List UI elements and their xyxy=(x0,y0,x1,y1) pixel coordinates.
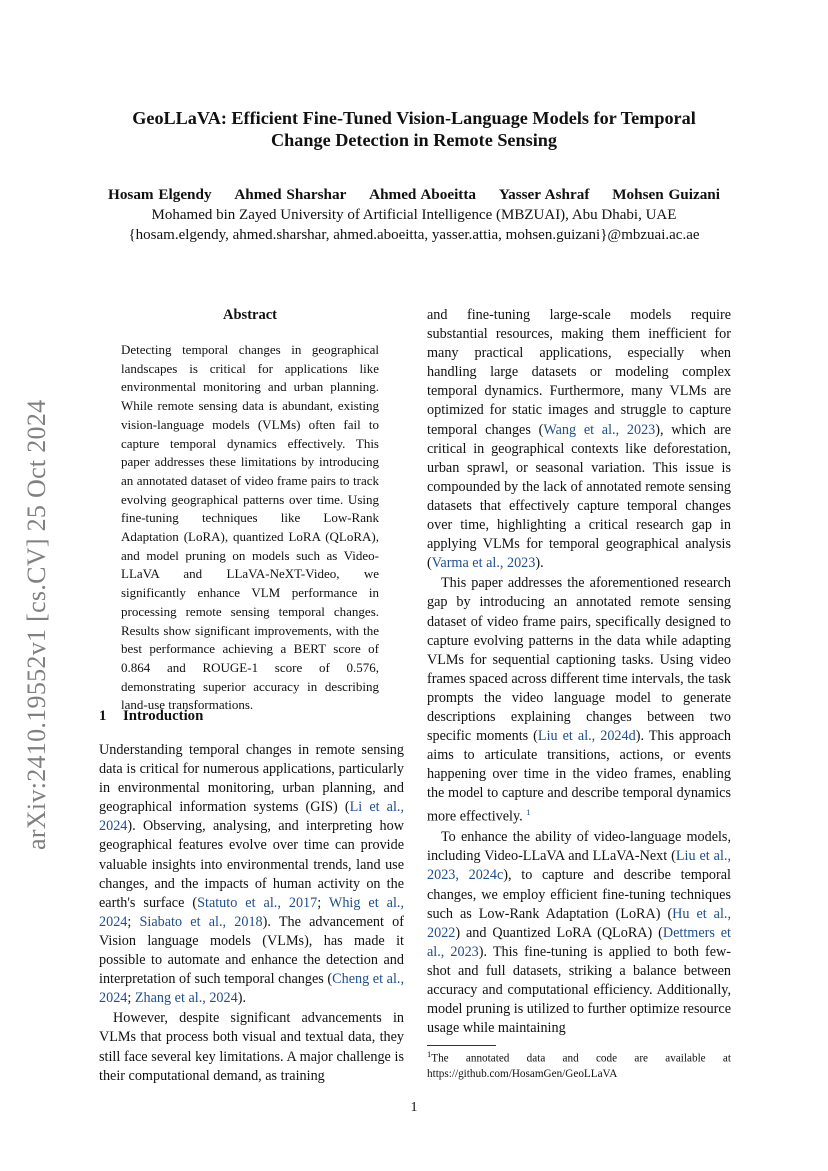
section-heading xyxy=(99,708,399,725)
footnote-divider xyxy=(427,1045,496,1046)
page-number: 1 xyxy=(410,1100,418,1115)
section-number: 1 xyxy=(99,708,107,724)
intro-paragraph-3 xyxy=(427,574,731,827)
citation-link[interactable]: Cheng et al., 2024 xyxy=(99,971,404,1007)
text-run: ; xyxy=(127,990,135,1007)
author-name: Mohsen Guizani xyxy=(612,186,720,203)
text-run: ) and Quantized LoRA (QLoRA) ( xyxy=(455,924,663,941)
text-run: ), which are critical in geographical contexts like deforestation, urban sprawl, or seasonal variation. This issue is compounded by the lack of annotated remote sensing datasets that effectively capture temporal changes over time, highlighting a critical research gap in applying VLMs for temporal geographical analysis ( xyxy=(427,421,732,572)
affiliation: Mohamed bin Zayed University of Artificial Intelligence (MBZUAI), Abu Dhabi, UAE xyxy=(151,207,677,223)
text-run: ). This fine-tuning is applied to both few-shot and full datasets, striking a balance between accuracy and computational efficiency. Additionally, model pruning is utilized to further optimize resource usage while maintaining xyxy=(427,943,731,1037)
arxiv-identifier-stamp: arXiv:2410.19552v1 [cs.CV] 25 Oct 2024 xyxy=(22,399,51,850)
citation-link[interactable]: Wang et al., 2023 xyxy=(543,421,656,438)
author-list xyxy=(70,185,758,205)
text-run: ), to capture and describe temporal changes, we employ efficient fine-tuning techniques such as Low-Rank Adaptation (LoRA) ( xyxy=(427,867,731,922)
citation-link[interactable]: Varma et al., 2023 xyxy=(431,555,536,572)
intro-paragraph-2: However, despite significant advancements in VLMs that process both visual and textual data, they still face several key limitations. A major challenge is their computational demand, as training xyxy=(99,1010,404,1084)
author-name: Ahmed Aboeitta xyxy=(369,186,477,203)
citation-link[interactable]: Li et al., 2024 xyxy=(99,799,404,835)
text-run: ; xyxy=(127,913,140,930)
right-column-body xyxy=(427,306,731,1038)
citation-link[interactable]: Dettmers et al., 2023 xyxy=(427,924,731,960)
text-run: Understanding temporal changes in remote sensing data is critical for numerous applications, particularly in environmental monitoring, urban planning, and geographical information systems (GIS) ( xyxy=(99,742,404,816)
author-name: Hosam Elgendy xyxy=(108,186,212,203)
abstract-text: Detecting temporal changes in geographical landscapes is critical for applications like environmental monitoring and urban planning. While remote sensing data is abundant, existing vision-language models (VLMs) often fail to capture temporal dynamics effectively. This paper addresses these limitations by introducing an annotated dataset of video frame pairs to track evolving geographical patterns over time. Using fine-tuning techniques like Low-Rank Adaptation (LoRA), quantized LoRA (QLoRA), and model pruning on models such as Video-LLaVA and LLaVA-NeXT-Video, we significantly enhance VLM performance in processing remote sensing temporal changes. Results show significant improvements, with the best performance achieving a BERT score of 0.864 and ROUGE-1 score of 0.576, demonstrating superior accuracy in describing land-use transformations. xyxy=(121,342,379,713)
citation-link[interactable]: Whig et al., 2024 xyxy=(99,894,404,930)
title-line-1: GeoLLaVA: Efficient Fine-Tuned Vision-Language Models for Temporal xyxy=(132,108,696,128)
text-run: ). Observing, analysing, and interpreting how geographical features evolve over time can provide valuable insights into environmental trends, land use changes, and the impacts of human activity on the earth's surface ( xyxy=(99,818,404,911)
citation-link[interactable]: Siabato et al., 2018 xyxy=(139,913,263,930)
intro-paragraph-2-continued xyxy=(427,306,731,573)
citation-link[interactable]: Liu et al., 2023, 2024c xyxy=(427,848,731,884)
abstract-heading: Abstract xyxy=(223,307,277,323)
section-title: Introduction xyxy=(123,708,204,724)
text-run: ). This approach aims to articulate transitions, actions, or events happening over time in the video frames, enabling the model to capture and describe temporal dynamics more effectively. xyxy=(427,728,731,826)
author-emails: {hosam.elgendy, ahmed.sharshar, ahmed.aboeitta, yasser.attia, mohsen.guizani}@mbzuai.ac.ae xyxy=(128,227,700,243)
citation-link[interactable]: Statuto et al., 2017 xyxy=(197,894,318,911)
title-line-2: Change Detection in Remote Sensing xyxy=(271,130,557,150)
text-run: and fine-tuning large-scale models require substantial resources, making them inefficient for many practical applications, especially when handling large datasets or modeling complex temporal dynamics. Furthermore, many VLMs are optimized for static images and struggle to capture temporal changes ( xyxy=(427,307,731,438)
footnote-text: The annotated data and code are available at https://github.com/HosamGen/GeoLLaVA xyxy=(427,1052,731,1081)
footnote-mark: 1 xyxy=(427,1049,432,1059)
footnote xyxy=(427,1047,731,1083)
text-run: ; xyxy=(317,894,329,911)
author-name: Yasser Ashraf xyxy=(498,186,590,203)
citation-link[interactable]: Zhang et al., 2024 xyxy=(134,990,238,1007)
footnote-marker[interactable]: 1 xyxy=(526,807,531,818)
text-run: ). The advancement of Vision language models (VLMs), has made it possible to automate and enhance the detection and interpretation of such temporal changes ( xyxy=(99,913,404,988)
intro-paragraph-1 xyxy=(99,741,404,1008)
text-run: ). xyxy=(535,555,544,572)
text-run: This paper addresses the aforementioned research gap by introducing an annotated remote sensing dataset of video frame pairs, specifically designed to capture evolving patterns in the data while adapting VLMs for sequential captioning tasks. Using video frames spaced across different time intervals, the task prompts the video language model to generate descriptions explaining changes between two specific moments ( xyxy=(427,575,731,745)
paper-title xyxy=(90,107,738,151)
citation-link[interactable]: Hu et al., 2022 xyxy=(427,905,731,941)
intro-paragraph-4 xyxy=(427,828,731,1038)
text-run: ). xyxy=(237,990,246,1007)
text-run: To enhance the ability of video-language models, including Video-LLaVA and LLaVA-Next ( xyxy=(427,829,731,865)
citation-link[interactable]: Liu et al., 2024d xyxy=(537,728,636,745)
author-name: Ahmed Sharshar xyxy=(234,186,347,203)
left-column-body xyxy=(99,741,404,1086)
